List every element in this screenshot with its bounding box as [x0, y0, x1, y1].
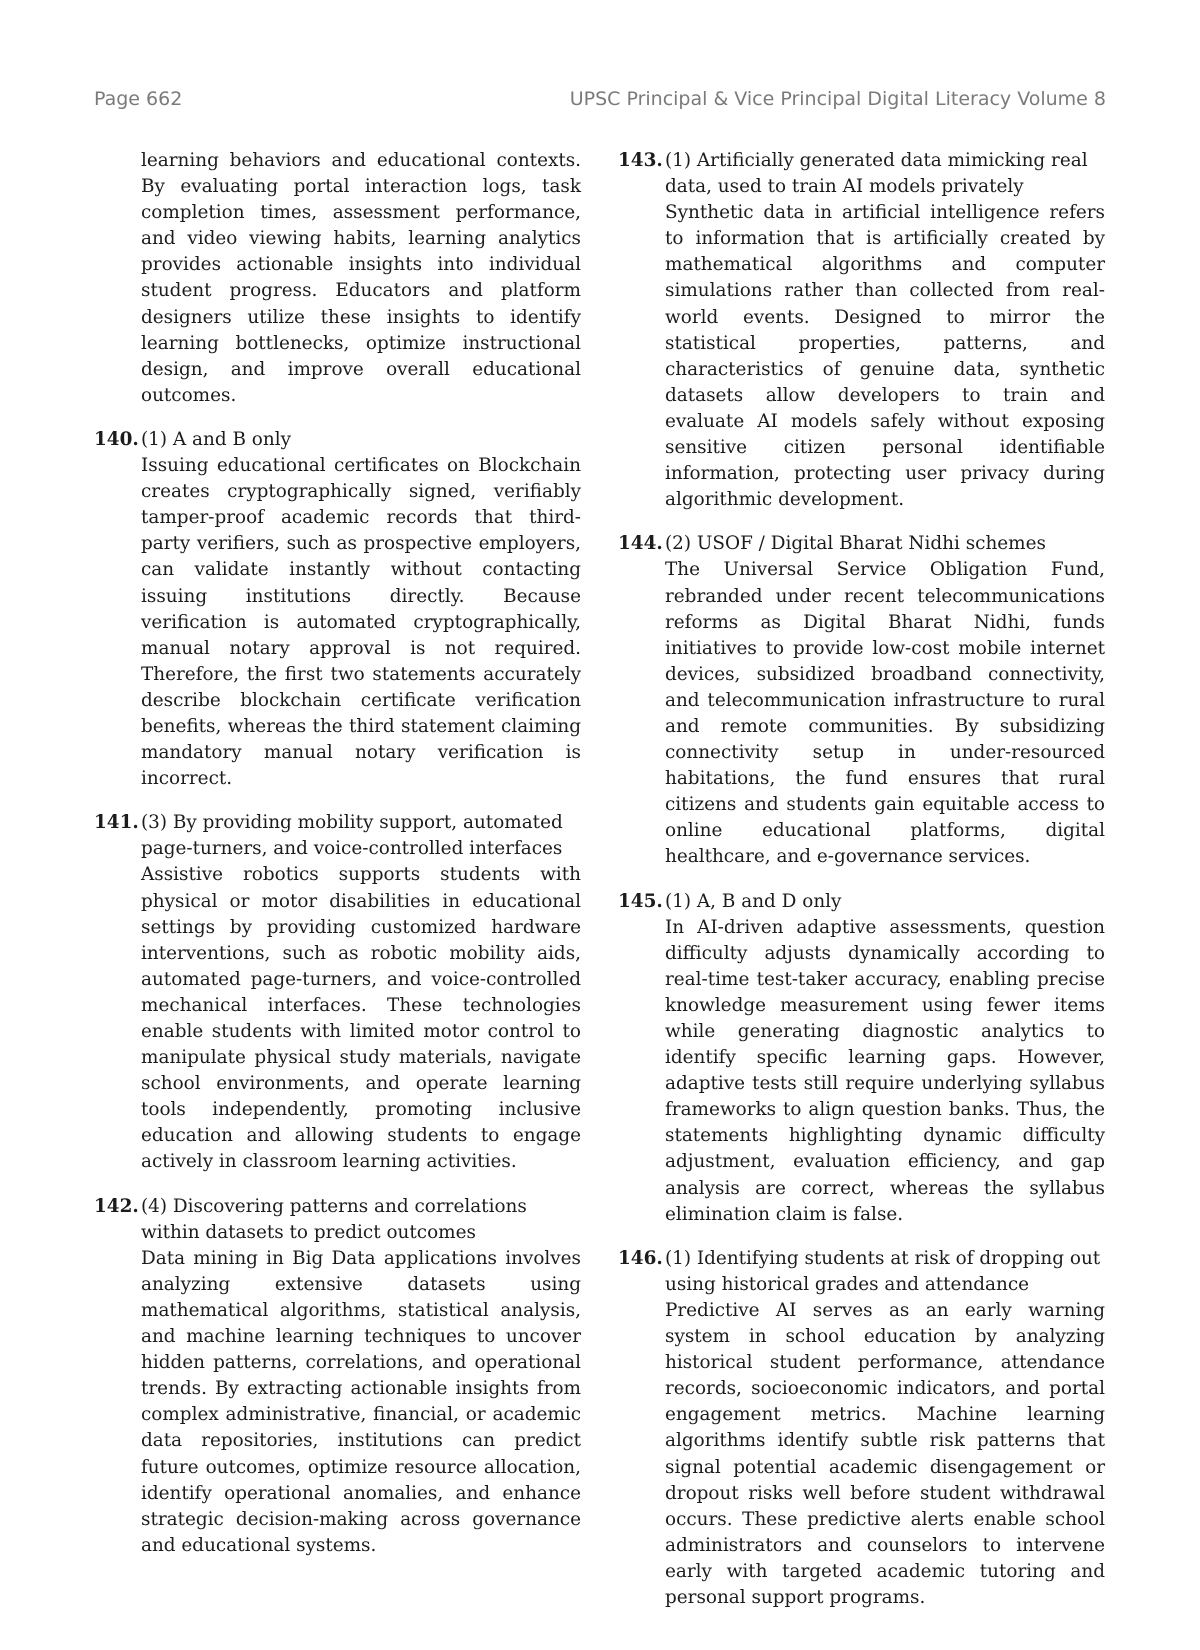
answer-entry-141 [94, 810, 581, 1175]
question-number: 145. [618, 890, 663, 912]
answer-explanation: In AI-driven adaptive assessments, question difficulty adjusts dynamically according to real-time test-taker accuracy, enabling precise knowledge measurement using fewer items while generating diagnostic analytics to identify specific learning gaps. However, adaptive tests still require underlying syllabus frameworks to align question banks. Thus, the statements highlighting dynamic difficulty adjustment, evaluation efficiency, and gap analysis are correct, whereas the syllabus elimination claim is false. [665, 916, 1105, 1225]
question-number: 142. [94, 1195, 139, 1217]
continued-explanation: learning behaviors and educational contexts. By evaluating portal interaction logs, task completion times, assessment performance, and video viewing habits, learning analytics provides actionable insights into individual student progress. Educators and platform designers utilize these insights to identify learning bottlenecks, optimize instructional design, and improve overall educational outcomes. [141, 150, 581, 406]
book-title: UPSC Principal & Vice Principal Digital Literacy Volume 8 [569, 88, 1106, 110]
answer-entry-140 [94, 427, 581, 792]
answer-explanation: Assistive robotics supports students with physical or motor disabilities in educational settings by providing customized hardware interventions, such as robotic mobility aids, automated page-turners, and voice-controlled mechanical interfaces. These technologies enable students with limited motor control to manipulate physical study materials, navigate school environments, and operate learning tools independently, promoting inclusive education and allowing students to engage actively in classroom learning activities. [141, 864, 581, 1173]
answer-explanation: The Universal Service Obligation Fund, rebranded under recent telecommunications reforms as Digital Bharat Nidhi, funds initiatives to provide low-cost mobile internet devices, subsidized broadband connectivity, and telecommunication infrastructure to rural and remote communities. By subsidizing connectivity setup in under-resourced habitations, the fund ensures that rural citizens and students gain equitable access to online educational platforms, digital healthcare, and e-governance services. [665, 559, 1105, 868]
page-header [94, 88, 1106, 118]
answer-entry-146 [618, 1246, 1105, 1611]
question-number: 146. [618, 1247, 663, 1269]
continuation-entry [94, 148, 581, 409]
answer-option: (4) Discovering patterns and correlations within datasets to predict outcomes [141, 1195, 527, 1243]
left-column [94, 148, 581, 1577]
answer-option: (1) A, B and D only [665, 890, 842, 912]
right-column [618, 148, 1105, 1629]
answer-option: (2) USOF / Digital Bharat Nidhi schemes [665, 533, 1046, 555]
question-number: 140. [94, 428, 139, 450]
question-number: 141. [94, 812, 139, 834]
answer-entry-144 [618, 531, 1105, 870]
answer-explanation: Synthetic data in artificial intelligence refers to information that is artificially created by mathematical algorithms and computer simulations rather than collected from real-world events. Designed to mirror the statistical properties, patterns, and characteristics of genuine data, synthetic datasets allow developers to train and evaluate AI models safely without exposing sensitive citizen personal identifiable information, protecting user privacy during algorithmic development. [665, 202, 1105, 511]
answer-option: (3) By providing mobility support, automated page-turners, and voice-controlled interfaces [141, 812, 563, 860]
page-number: Page 662 [94, 88, 183, 110]
answer-explanation: Data mining in Big Data applications involves analyzing extensive datasets using mathematical algorithms, statistical analysis, and machine learning techniques to uncover hidden patterns, correlations, and operational trends. By extracting actionable insights from complex administrative, financial, or academic data repositories, institutions can predict future outcomes, optimize resource allocation, identify operational anomalies, and enhance strategic decision-making across governance and educational systems. [141, 1247, 581, 1556]
answer-option: (1) A and B only [141, 428, 291, 450]
answer-option: (1) Artificially generated data mimicking real data, used to train AI models privately [665, 150, 1088, 198]
answer-explanation: Predictive AI serves as an early warning system in school education by analyzing historical student performance, attendance records, socioeconomic indicators, and portal engagement metrics. Machine learning algorithms identify subtle risk patterns that signal potential academic disengagement or dropout risks well before student withdrawal occurs. These predictive alerts enable school administrators and counselors to intervene early with targeted academic tutoring and personal support programs. [665, 1299, 1105, 1608]
answer-explanation: Issuing educational certificates on Blockchain creates cryptographically signed, verifiably tamper-proof academic records that third-party verifiers, such as prospective employers, can validate instantly without contacting issuing institutions directly. Because verification is automated cryptographically, manual notary approval is not required. Therefore, the first two statements accurately describe blockchain certificate verification benefits, whereas the third statement claiming mandatory manual notary verification is incorrect. [141, 455, 581, 790]
answer-entry-142 [94, 1194, 581, 1559]
question-number: 143. [618, 150, 663, 171]
answer-entry-145 [618, 889, 1105, 1228]
answer-option: (1) Identifying students at risk of dropping out using historical grades and attendance [665, 1247, 1101, 1295]
answer-entry-143 [618, 148, 1105, 513]
question-number: 144. [618, 533, 663, 555]
